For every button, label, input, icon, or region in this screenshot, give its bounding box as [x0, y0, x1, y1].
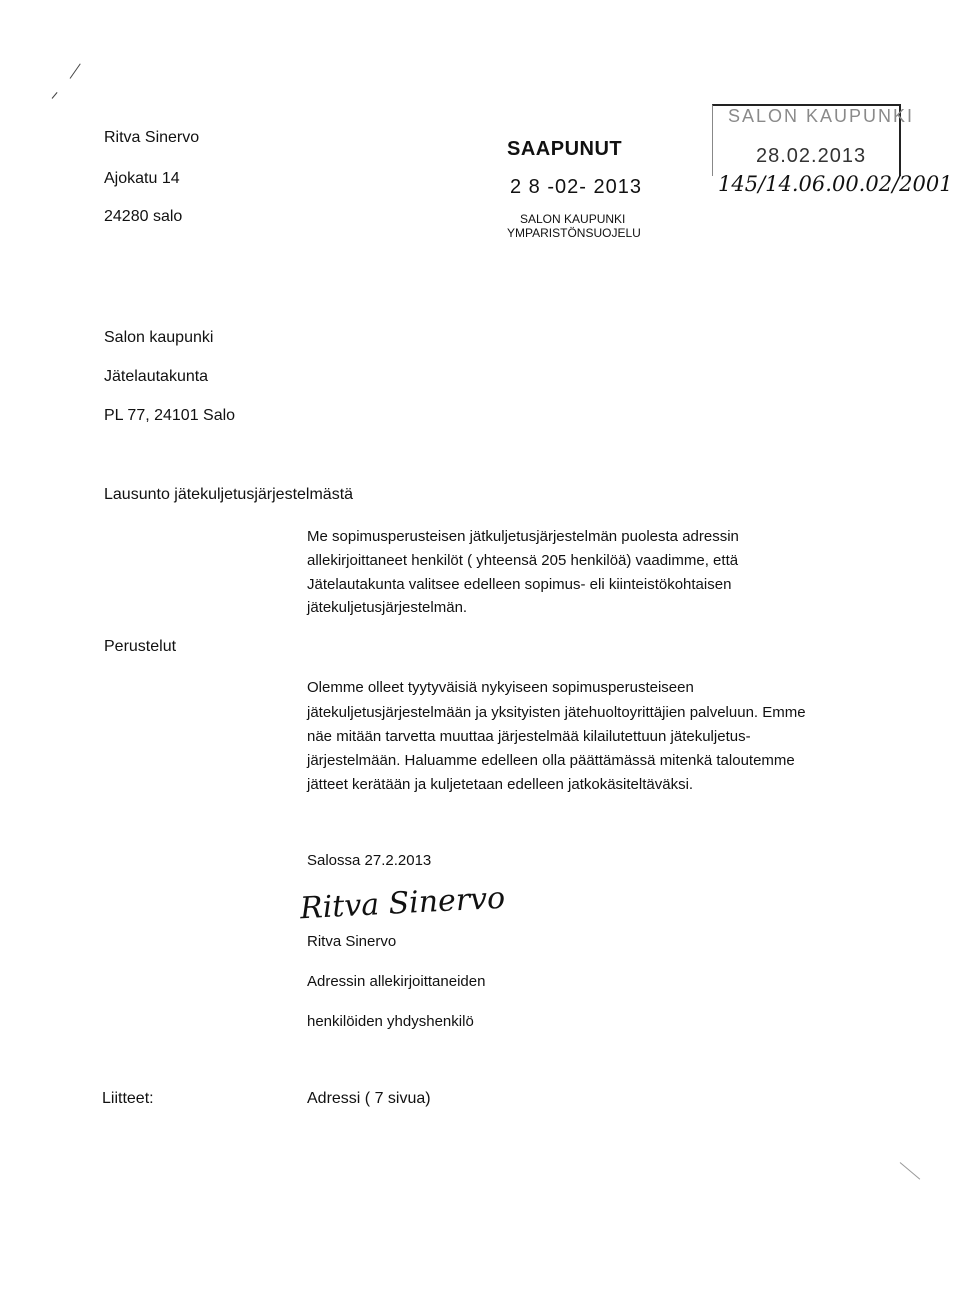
recipient-line1: Salon kaupunki	[104, 329, 214, 346]
statement-line: Jätelautakunta valitsee edelleen sopimus- eli kiinteistökohtaisen	[307, 576, 732, 593]
reasons-line: järjestelmään. Haluamme edelleen olla päättämässä mitenkä taloutemme	[307, 752, 795, 769]
reasons-line: jätekuljetusjärjestelmään ja yksityisten jätehuoltoyrittäjien palveluun. Emme	[307, 704, 806, 721]
reasons-line: näe mitään tarvetta muuttaa järjestelmää kilailutettuun jätekuljetus-	[307, 728, 751, 745]
statement-line: jätekuljetusjärjestelmän.	[307, 599, 468, 616]
statement-line: Me sopimusperusteisen jätkuljetusjärjestelmän puolesta adressin	[307, 528, 739, 545]
attachments-value: Adressi ( 7 sivua)	[307, 1090, 431, 1107]
received-stamp-org: SALON KAUPUNKI	[520, 212, 626, 226]
reasons-line: jätteet kerätään ja kuljetetaan edelleen jatkokäsiteltäväksi.	[307, 776, 694, 793]
received-stamp-title: SAAPUNUT	[507, 138, 623, 160]
sender-city: 24280 salo	[104, 208, 183, 225]
recipient-line3: PL 77, 24101 Salo	[104, 407, 236, 424]
scan-mark	[52, 92, 58, 99]
registry-reference: 145/14.06.00.02/2001	[718, 172, 953, 196]
sender-name: Ritva Sinervo	[104, 129, 200, 146]
received-stamp-dept: YMPARISTÖNSUOJELU	[507, 226, 641, 240]
signer-role-line1: Adressin allekirjoittaneiden	[307, 973, 486, 990]
scan-mark	[70, 63, 81, 78]
scan-mark	[900, 1162, 921, 1179]
handwritten-signature: Ritva Sinervo	[299, 880, 506, 927]
registry-stamp-header: SALON KAUPUNKI	[728, 106, 915, 126]
subject: Lausunto jätekuljetusjärjestelmästä	[104, 486, 354, 503]
signer-role-line2: henkilöiden yhdyshenkilö	[307, 1013, 474, 1030]
sender-street: Ajokatu 14	[104, 170, 180, 187]
signer-name: Ritva Sinervo	[307, 933, 397, 950]
perustelut-label: Perustelut	[104, 638, 177, 655]
statement-line: allekirjoittaneet henkilöt ( yhteensä 205 henkilöä) vaadimme, että	[307, 552, 739, 569]
place-date: Salossa 27.2.2013	[307, 852, 432, 869]
recipient-line2: Jätelautakunta	[104, 368, 209, 385]
registry-stamp-date: 28.02.2013	[756, 145, 867, 167]
attachments-label: Liitteet:	[102, 1090, 154, 1107]
reasons-line: Olemme olleet tyytyväisiä nykyiseen sopimusperusteiseen	[307, 679, 694, 696]
received-stamp-date: 2 8 -02- 2013	[510, 176, 642, 198]
